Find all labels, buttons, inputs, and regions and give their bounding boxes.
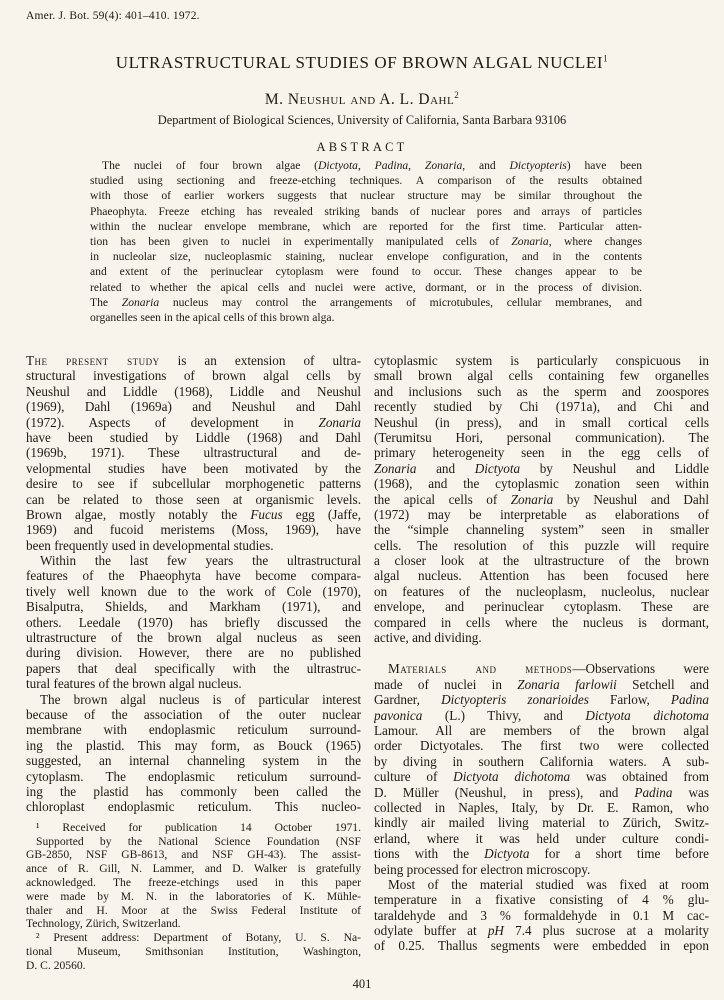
footnote-line: ¹ Received for publication 14 October 1971. — [36, 820, 361, 834]
text-line: Lamour. All are members of the brown algal — [374, 722, 709, 738]
text-line: desire to see if subcellular morphogenetic patterns — [26, 476, 361, 492]
text-line: collected in Naples, Italy, by Dr. E. Ramon, who — [374, 799, 709, 815]
text-line: velopmental studies have been motivated by the — [26, 460, 361, 476]
text-line: suggested, an internal channeling system in the — [26, 753, 361, 769]
methods-line-rest: —Observations were — [572, 661, 709, 677]
abstract-line: The nuclei of four brown algae (Dictyota, Padina, Zonaria, and Dictyopteris) have been — [102, 159, 643, 172]
text-line: the apical cells of Zonaria by Neushul and Dahl — [374, 491, 709, 507]
article-title — [0, 53, 724, 73]
methods-lead: Materials and methods — [388, 661, 573, 677]
text-line: (1972). Aspects of development in Zonaria — [26, 414, 361, 430]
text-line: Neushul (in press), and in small cortical cells — [374, 414, 709, 430]
authors-footnote-mark: 2 — [454, 90, 460, 100]
right-column — [374, 353, 709, 954]
abstract-line: studied using sectioning and freeze-etching techniques. A comparison of the results obtained — [90, 174, 642, 188]
text-line: compared in cells where the nucleus is dormant, — [374, 614, 709, 630]
text-line: Neushul and Liddle (1968), Liddle and Neushul — [26, 383, 361, 399]
text-line: others. Leedale (1970) has briefly discussed the — [26, 614, 361, 630]
abstract-line: related to whether the apical cells and nuclei were active, dormant, or in the process of division. — [90, 280, 642, 294]
text-line: during division. However, there are no published — [26, 645, 361, 661]
text-line: Within the last few years the ultrastructural — [40, 553, 361, 569]
text-line: odylate buffer at pH 7.4 plus sucrose at a molarity — [374, 923, 709, 939]
text-line — [26, 353, 361, 368]
text-line: the “simple channeling system” seen in smaller — [374, 522, 709, 538]
footnote-line: GB-2850, NSF GB-8613, and NSF GH-43). The assist- — [26, 848, 361, 862]
footnote-line: Supported by the National Science Foundation (NSF — [36, 834, 361, 848]
abstract-line: organelles seen in the apical cells of this brown alga. — [90, 310, 335, 324]
title-text: ULTRASTRUCTURAL STUDIES OF BROWN ALGAL NUCLEI — [115, 53, 604, 72]
affiliation: Department of Biological Sciences, University of California, Santa Barbara 93106 — [157, 113, 567, 127]
authors — [0, 90, 724, 109]
abstract-line: in nucleolar size, nucleoplasmic staining, nuclear envelope configuration, and in the contents — [90, 250, 642, 264]
text-line: of 0.25. Thallus segments were embedded in epon — [374, 938, 709, 954]
text-line: cytoplasm. The endoplasmic reticulum surround- — [26, 768, 361, 784]
text-line: ultrastructure of the brown algal nucleus as seen — [26, 630, 361, 646]
text-line: structural investigations of brown algal cells by — [26, 368, 361, 384]
text-line: taraldehyde and 3 % formaldehyde in 0.1 M cac- — [374, 907, 709, 923]
text-line: The brown algal nucleus is of particular interest — [40, 691, 361, 707]
text-line: on features of the nucleoplasm, nucleolus, nuclear — [374, 583, 709, 599]
text-line: erland, where it was held under culture condi- — [374, 830, 709, 846]
text-line: tions with the Dictyota for a short time before — [374, 846, 709, 862]
text-line: chloroplast endoplasmic reticulum. This nucleo- — [26, 799, 361, 815]
authors-text: M. Neushul and A. L. Dahl — [264, 91, 455, 109]
abstract-heading: ABSTRACT — [316, 140, 408, 154]
text-line: tively well known due to the work of Cole (1970), — [26, 583, 361, 599]
intro-line-rest: is an extension of ultra- — [159, 353, 361, 368]
footnote-line: D. C. 20560. — [26, 958, 86, 972]
text-line: being processed for electron microscopy. — [374, 861, 591, 877]
text-line: and inclusions such as the sperm and zoospores — [374, 383, 709, 399]
text-line: can be related to those seen at organismic levels. — [26, 491, 361, 507]
text-line: (1972) may be interpretable as elaborations of — [374, 506, 709, 522]
text-line: because of the association of the outer nuclear — [26, 706, 361, 722]
text-line: been frequently used in developmental studies. — [26, 537, 274, 553]
text-line: Zonaria and Dictyota by Neushul and Liddle — [374, 460, 709, 476]
text-line: pavonica (L.) Thivy, and Dictyota dichotoma — [374, 707, 709, 723]
abstract-line: Phaeophyta. Freeze etching has revealed striking bands of nuclear pores and arrays of particles — [90, 204, 642, 218]
text-line: culture of Dictyota dichotoma was obtained from — [374, 769, 709, 785]
text-line: by diving in southern California waters. A sub- — [374, 753, 709, 769]
text-line — [374, 661, 709, 676]
text-line: Brown algae, mostly notably the Fucus egg (Jaffe, — [26, 506, 361, 522]
footnote-line: ² Present address: Department of Botany, U. S. Na- — [36, 931, 361, 945]
text-line: algal nucleus. Attention has been focused here — [374, 568, 709, 584]
text-line: active, and dividing. — [374, 630, 482, 646]
footnote-line: ance of R. Gill, N. Lammer, and D. Walker is gratefully — [26, 862, 361, 876]
text-line: (Terumitsu Hori, personal communication). The — [374, 429, 709, 445]
text-line: made of nuclei in Zonaria farlowii Setchell and — [374, 676, 709, 692]
text-line: temperature in a fixative consisting of 4 % glu- — [374, 892, 709, 908]
footnote-line: acknowledged. The freeze-etchings used in this paper — [26, 875, 361, 889]
text-line: recently studied by Chi (1971a), and Chi and — [374, 399, 709, 415]
abstract-body — [90, 158, 642, 325]
abstract-line: with those of earlier workers suggests that nuclear structure may be similar throughout the — [90, 189, 642, 203]
footnote-line: were made by M. N. in the laboratories of K. Mühle- — [26, 889, 361, 903]
title-footnote-mark: 1 — [603, 53, 609, 64]
text-line: membrane with endoplasmic reticulum surround- — [26, 722, 361, 738]
text-line: kindly air mailed living material to Zürich, Switz- — [374, 815, 709, 831]
text-line: features of the Phaeophyta have become compara- — [26, 568, 361, 584]
footnote-line: tional Museum, Smithsonian Institution, Washington, — [26, 944, 361, 958]
text-line: cells. The resolution of this puzzle will require — [374, 537, 709, 553]
abstract-line: The Zonaria nucleus may control the arrangements of microtubules, cellular membranes, and — [90, 295, 642, 309]
text-line: order Dictyotales. The first two were collected — [374, 738, 709, 754]
text-line: tural features of the brown algal nucleus. — [26, 676, 242, 692]
footnote-line: thaler and H. Moor at the Swiss Federal Institute of — [26, 903, 361, 917]
text-line: papers that deal specifically with the ultrastruc- — [26, 660, 361, 676]
text-line: have been studied by Liddle (1968) and Dahl — [26, 429, 361, 445]
footnotes — [26, 821, 361, 973]
text-line: cytoplasmic system is particularly conspicuous in — [374, 353, 709, 368]
text-line: Bisalputra, Shields, and Markham (1971), and — [26, 599, 361, 615]
text-line: ing the plastid has commonly been called the — [26, 783, 361, 799]
footnote-line: Technology, Zürich, Switzerland. — [26, 917, 181, 931]
page-number: 401 — [352, 977, 372, 991]
text-line: small brown algal cells containing few organelles — [374, 368, 709, 384]
text-line: ing the plastid. This may form, as Bouck (1965) — [26, 737, 361, 753]
abstract-line: within the nuclear envelope membrane, which are reported for the first time. Particular atten- — [90, 219, 642, 233]
text-line: primary heterogeneity seen in the egg cells of — [374, 445, 709, 461]
abstract-line: and extent of the perinuclear cytoplasm were found to occur. These changes appear to be — [90, 265, 642, 279]
text-line: (1969b, 1971). These ultrastructural and de- — [26, 445, 361, 461]
left-column — [26, 353, 361, 972]
text-line: (1969), Dahl (1969a) and Neushul and Dahl — [26, 399, 361, 415]
intro-lead: The present study — [26, 353, 160, 368]
text-line: D. Müller (Neushul, in press), and Padina was — [374, 784, 709, 800]
text-line: Gardner, Dictyopteris zonarioides Farlow, Padina — [374, 692, 709, 708]
abstract-line: tion has been given to nuclei in experimentally manipulated cells of Zonaria, where changes — [90, 234, 643, 248]
text-line: (1968), and the cytoplasmic zonation seen within — [374, 476, 709, 492]
text-line: Most of the material studied was fixed at room — [388, 876, 709, 892]
text-line: a closer look at the ultrastructure of the brown — [374, 553, 709, 569]
journal-reference: Amer. J. Bot. 59(4): 401–410. 1972. — [26, 10, 200, 22]
text-line: 1969) and fucoid meristems (Moss, 1969), have — [26, 522, 361, 538]
text-line: envelope, and perinuclear cytoplasm. These are — [374, 599, 709, 615]
